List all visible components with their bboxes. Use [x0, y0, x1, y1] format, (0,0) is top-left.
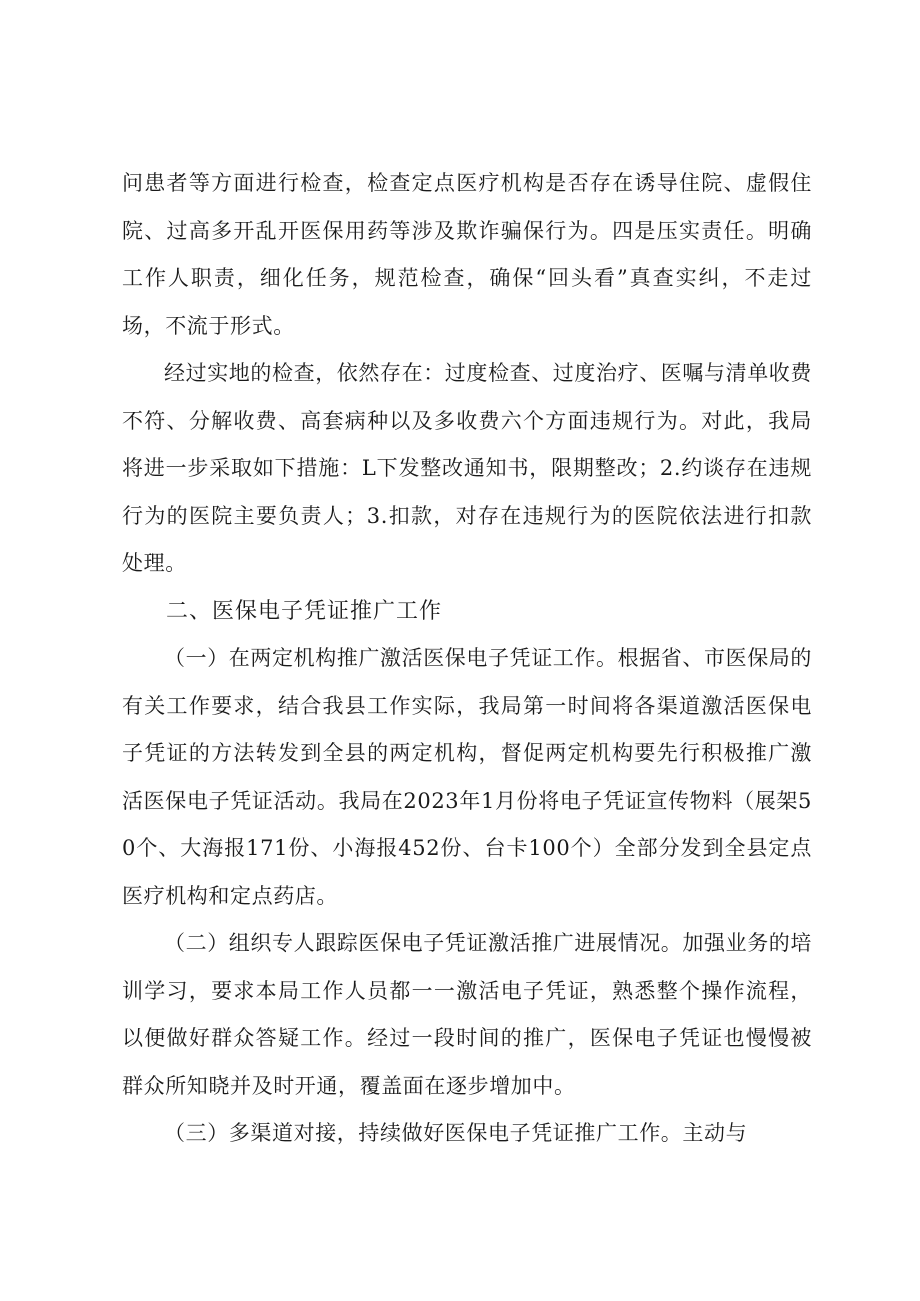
- paragraph-item-one: （一）在两定机构推广激活医保电子凭证工作。根据省、市医保局的有关工作要求，结合我县工作实际，我局第一时间将各渠道激活医保电子凭证的方法转发到全县的两定机构，督促两定机构要先行积极推广激活医保电子凭证活动。我局在2023年1月份将电子凭证宣传物料（展架50个、大海报171份、小海报452份、台卡100个）全部分发到全县定点医疗机构和定点药店。: [122, 646, 812, 908]
- paragraph-item-three: （三）多渠道对接，持续做好医保电子凭证推广工作。主动与: [164, 1121, 748, 1145]
- paragraph-item-two: （二）组织专人跟踪医保电子凭证激活推广进展情况。加强业务的培训学习，要求本局工作人员都一一激活电子凭证，熟悉整个操作流程，以便做好群众答疑工作。经过一段时间的推广，医保电子凭证也慢慢被群众所知晓并及时开通，覆盖面在逐步增加中。: [122, 931, 812, 1098]
- paragraph-inspection-findings: 经过实地的检查，依然存在：过度检查、过度治疗、医嘱与清单收费不符、分解收费、高套病种以及多收费六个方面违规行为。对此，我局将进一步采取如下措施：L下发整改通知书，限期整改；2.约谈存在违规行为的医院主要负责人；3.扣款，对存在违规行为的医院依法进行扣款处理。: [122, 361, 812, 575]
- section-heading-e-voucher: 二、医保电子凭证推广工作: [166, 598, 443, 624]
- paragraph-inspection-continuation: 问患者等方面进行检查，检查定点医疗机构是否存在诱导住院、虚假住院、过高多开乱开医保用药等涉及欺诈骗保行为。四是压实责任。明确工作人职责，细化任务，规范检查，确保“回头看”真查实纠，不走过场，不流于形式。: [122, 171, 812, 338]
- document-body: [122, 160, 812, 1158]
